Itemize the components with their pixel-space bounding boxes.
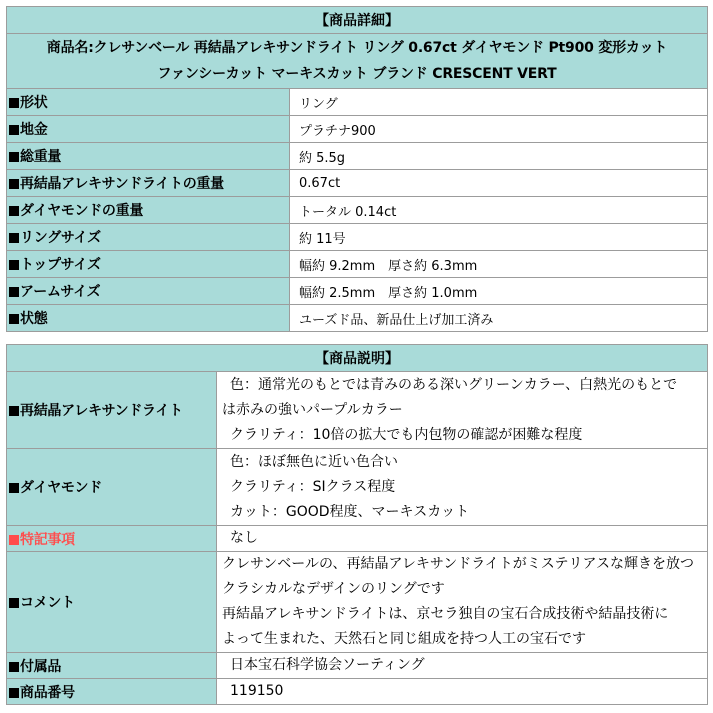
row-value: リング: [290, 89, 708, 116]
description-header: 【商品説明】: [7, 345, 708, 372]
table-row: [7, 552, 708, 653]
square-bullet-icon: [9, 152, 19, 162]
row-label: 再結晶アレキサンドライトの重量: [20, 176, 224, 192]
row-value: 幅約 9.2mm 厚さ約 6.3mm: [290, 251, 708, 278]
row-label: 状態: [20, 311, 48, 327]
diamond-description: 色：ほぼ無色に近い色合い クラリティ：SIクラス程度 カット：GOOD程度、マーキスカット: [217, 449, 708, 526]
table-row: [7, 197, 708, 224]
description-table: [6, 344, 708, 705]
row-label: トップサイズ: [20, 257, 101, 273]
row-value: プラチナ900: [290, 116, 708, 143]
square-bullet-icon: [9, 598, 19, 608]
table-row: [7, 278, 708, 305]
item-number-value: 119150: [217, 679, 708, 705]
accessories-value: 日本宝石科学協会ソーティング: [217, 653, 708, 679]
square-bullet-icon: [9, 98, 19, 108]
details-table: [6, 6, 708, 332]
square-bullet-icon: [9, 287, 19, 297]
square-bullet-icon: [9, 206, 19, 216]
row-label: ダイヤモンドの重量: [20, 203, 144, 219]
product-title-line1: 商品名:クレサンベール 再結晶アレキサンドライト リング 0.67ct ダイヤモンド Pt900 変形カット: [46, 40, 668, 56]
alex-label: 再結晶アレキサンドライト: [20, 403, 183, 419]
product-title-line2: ファンシーカット マーキスカット ブランド CRESCENT VERT: [157, 66, 557, 82]
alex-description: 色：通常光のもとでは青みのある深いグリーンカラー、白熱光のもとで は赤みの強いパープルカラー クラリティ：10倍の拡大でも内包物の確認が困難な程度: [217, 372, 708, 449]
row-value: 0.67ct: [290, 170, 708, 197]
comment-text: クレサンベールの、再結晶アレキサンドライトがミステリアスな輝きを放つ クラシカルなデザインのリングです 再結晶アレキサンドライトは、京セラ独自の宝石合成技術や結晶技術に よって生まれた、天然石と同じ組成を持つ人工の宝石です: [217, 552, 708, 653]
row-value: トータル 0.14ct: [290, 197, 708, 224]
table-row: [7, 170, 708, 197]
table-row: [7, 251, 708, 278]
table-row: [7, 653, 708, 679]
row-value: 約 11号: [290, 224, 708, 251]
square-bullet-icon: [9, 125, 19, 135]
comment-label: コメント: [20, 595, 75, 611]
product-title: [7, 34, 708, 89]
square-bullet-icon: [9, 688, 19, 698]
square-bullet-icon: [9, 260, 19, 270]
table-row: [7, 143, 708, 170]
square-bullet-icon: [9, 406, 19, 416]
accessories-label: 付属品: [20, 658, 62, 675]
square-bullet-icon: [9, 179, 19, 189]
table-row: [7, 224, 708, 251]
special-value: なし: [217, 526, 708, 552]
row-label: 形状: [20, 95, 48, 111]
square-bullet-icon: [9, 233, 19, 243]
row-label: 地金: [20, 122, 48, 138]
table-row: [7, 305, 708, 332]
special-label: 特記事項: [20, 531, 75, 548]
table-row: [7, 526, 708, 552]
row-value: 幅約 2.5mm 厚さ約 1.0mm: [290, 278, 708, 305]
item-number-label: 商品番号: [20, 684, 75, 701]
table-row: [7, 116, 708, 143]
table-row: [7, 89, 708, 116]
square-bullet-icon: [9, 535, 19, 545]
row-value: 約 5.5g: [290, 143, 708, 170]
row-value: ユーズド品、新品仕上げ加工済み: [290, 305, 708, 332]
square-bullet-icon: [9, 662, 19, 672]
details-header: 【商品詳細】: [7, 7, 708, 34]
diamond-label: ダイヤモンド: [20, 480, 102, 496]
square-bullet-icon: [9, 483, 19, 493]
table-row: [7, 449, 708, 526]
table-row: [7, 372, 708, 449]
row-label: アームサイズ: [20, 284, 101, 300]
table-row: [7, 679, 708, 705]
square-bullet-icon: [9, 314, 19, 324]
row-label: リングサイズ: [20, 230, 101, 246]
row-label: 総重量: [20, 149, 62, 165]
